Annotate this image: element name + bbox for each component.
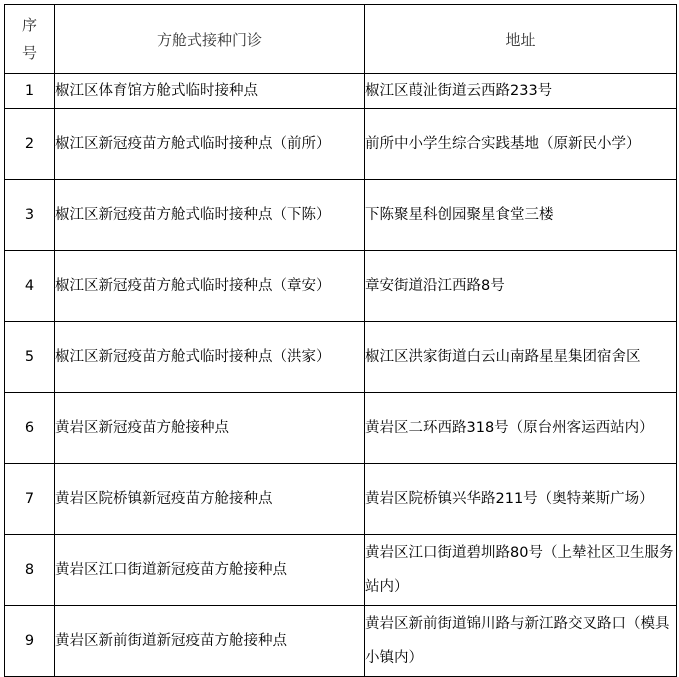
row-site-name-text: 椒江区新冠疫苗方舱式临时接种点（章安）	[55, 278, 331, 294]
row-site-name-text: 椒江区新冠疫苗方舱式临时接种点（前所）	[55, 136, 331, 152]
row-address	[365, 322, 677, 393]
row-no: 3	[5, 180, 55, 251]
row-address	[365, 535, 677, 606]
row-address-text: 黄岩区二环西路318号（原台州客运西站内）	[365, 420, 654, 436]
row-site-name	[55, 535, 365, 606]
row-no: 9	[5, 606, 55, 677]
row-no: 5	[5, 322, 55, 393]
row-address	[365, 464, 677, 535]
row-address-text: 章安街道沿江西路8号	[365, 278, 505, 294]
header-row	[5, 5, 677, 74]
header-no-line2: 号	[21, 44, 37, 62]
vaccination-sites-table	[4, 4, 677, 677]
row-address: 椒江区葭沚街道云西路233号	[365, 74, 677, 109]
row-no: 4	[5, 251, 55, 322]
row-no: 7	[5, 464, 55, 535]
row-site-name	[55, 606, 365, 677]
row-address	[365, 109, 677, 180]
table-row	[5, 180, 677, 251]
table-row	[5, 251, 677, 322]
row-address	[365, 251, 677, 322]
row-address-text: 黄岩区新前街道锦川路与新江路交叉路口（模具小镇内）	[365, 616, 670, 666]
row-site-name	[55, 322, 365, 393]
header-address: 地址	[365, 5, 677, 74]
table-row	[5, 535, 677, 606]
table-row	[5, 74, 677, 109]
row-no: 8	[5, 535, 55, 606]
row-site-name-text: 椒江区新冠疫苗方舱式临时接种点（下陈）	[55, 207, 331, 223]
header-no	[5, 5, 55, 74]
row-address-text: 黄岩区院桥镇兴华路211号（奥特莱斯广场）	[365, 491, 654, 507]
row-address	[365, 606, 677, 677]
header-name: 方舱式接种门诊	[55, 5, 365, 74]
row-address-text: 黄岩区江口街道碧圳路80号（上辇社区卫生服务站内）	[365, 545, 674, 595]
row-no: 1	[5, 74, 55, 109]
row-site-name	[55, 109, 365, 180]
row-address	[365, 180, 677, 251]
header-no-line1: 序	[21, 16, 37, 34]
row-no: 2	[5, 109, 55, 180]
row-site-name-text: 黄岩区院桥镇新冠疫苗方舱接种点	[55, 491, 273, 507]
row-address	[365, 393, 677, 464]
row-address-text: 前所中小学生综合实践基地（原新民小学）	[365, 136, 641, 152]
row-site-name	[55, 464, 365, 535]
row-address-text: 下陈聚星科创园聚星食堂三楼	[365, 207, 554, 223]
table-row	[5, 606, 677, 677]
row-site-name	[55, 393, 365, 464]
row-site-name-text: 黄岩区新前街道新冠疫苗方舱接种点	[55, 633, 287, 649]
table-row	[5, 322, 677, 393]
row-site-name-text: 黄岩区江口街道新冠疫苗方舱接种点	[55, 562, 287, 578]
row-no: 6	[5, 393, 55, 464]
table-row	[5, 109, 677, 180]
row-site-name-text: 黄岩区新冠疫苗方舱接种点	[55, 420, 229, 436]
row-site-name: 椒江区体育馆方舱式临时接种点	[55, 74, 365, 109]
table-row	[5, 464, 677, 535]
row-address-text: 椒江区洪家街道白云山南路星星集团宿舍区	[365, 349, 641, 365]
row-site-name	[55, 180, 365, 251]
row-site-name	[55, 251, 365, 322]
row-site-name-text: 椒江区新冠疫苗方舱式临时接种点（洪家）	[55, 349, 331, 365]
table-row	[5, 393, 677, 464]
